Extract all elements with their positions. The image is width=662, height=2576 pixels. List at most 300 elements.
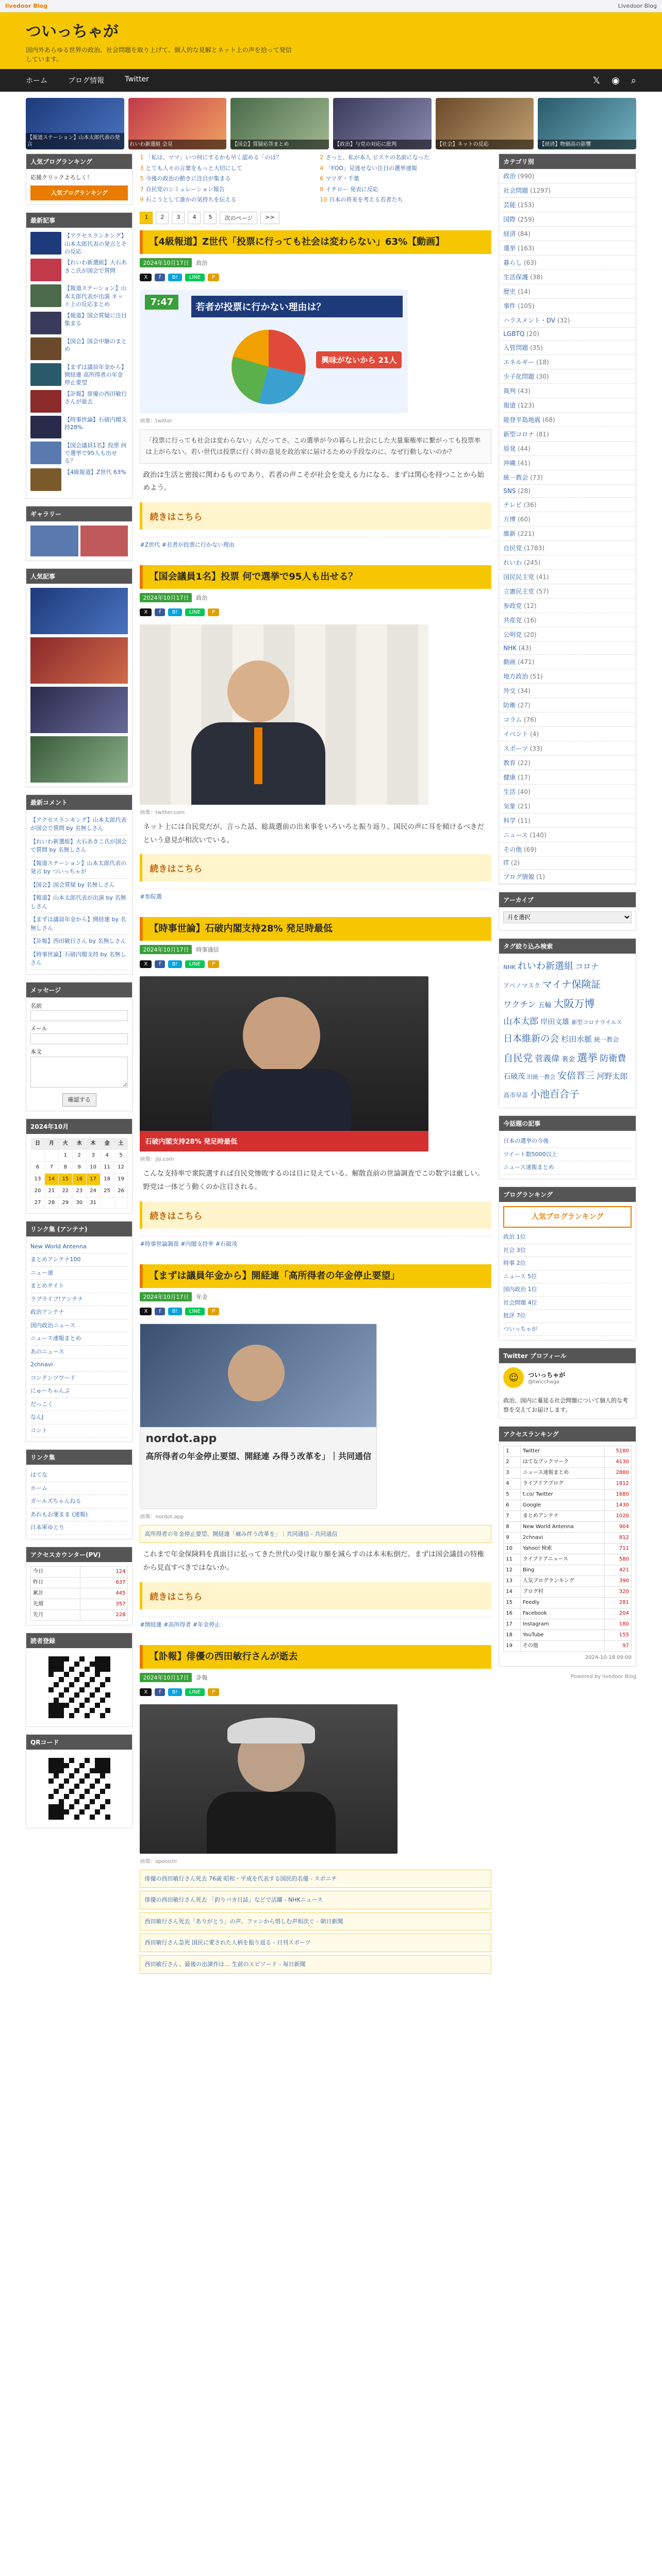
category-item[interactable] xyxy=(499,741,636,756)
category-item[interactable] xyxy=(499,369,636,384)
x-icon[interactable]: 𝕏 xyxy=(592,75,601,86)
category-link[interactable]: 能登半島地震 xyxy=(503,416,543,423)
related-link[interactable]: 西田敏行さん死去「ありがとう」の声、ファンから惜しむ声相次ぐ - 朝日新聞 xyxy=(140,1912,491,1931)
category-item[interactable] xyxy=(499,456,636,470)
category-link[interactable]: 暮らし xyxy=(503,259,524,266)
access-rank-source[interactable]: 人気ブログランキング xyxy=(520,1576,604,1587)
share-x-button[interactable]: X xyxy=(140,1688,152,1696)
tag-link[interactable]: 統一教会 xyxy=(594,1036,619,1043)
latest-article-title[interactable]: 【国会議員1名】投票 何で選挙で95人も出せる？ xyxy=(64,442,127,465)
headline-item[interactable] xyxy=(140,185,311,194)
category-item[interactable] xyxy=(499,485,636,498)
calendar-day[interactable]: 8 xyxy=(58,1161,72,1173)
latest-article-item[interactable] xyxy=(30,363,128,387)
profile-id[interactable]: @twicchaga xyxy=(528,1379,560,1385)
article-category[interactable]: 時事通信 xyxy=(196,946,219,954)
headline-text[interactable]: とても人々の言葉をもっと大切にして xyxy=(145,164,242,172)
access-rank-source[interactable]: Yahoo! 検索 xyxy=(520,1544,604,1554)
tag-link[interactable]: 岸田文雄 xyxy=(540,1018,570,1027)
category-item[interactable] xyxy=(499,427,636,442)
blog-rank-item[interactable]: 社会 3位 xyxy=(503,1244,632,1258)
share-hatena-button[interactable]: B! xyxy=(168,960,182,968)
latest-article-item[interactable] xyxy=(30,232,128,256)
headline-text[interactable]: 「私は、ママ」いつ何にするかも早く認める「のは？ xyxy=(145,154,282,161)
latest-article-title[interactable]: 【報道ステーション】山本太郎代表が出演 ネット上の反応まとめ xyxy=(64,285,127,308)
calendar-day[interactable]: 24 xyxy=(86,1185,100,1197)
page-link[interactable]: 3 xyxy=(172,212,185,224)
share-facebook-button[interactable]: f xyxy=(155,608,165,616)
category-link[interactable]: 沖縄 xyxy=(503,460,518,467)
avatar[interactable]: ☺ xyxy=(503,1367,524,1388)
latest-article-item[interactable] xyxy=(30,468,128,491)
category-link[interactable]: コラム xyxy=(503,716,524,723)
category-link[interactable]: 少子化問題 xyxy=(503,373,537,380)
article-category[interactable]: 政治 xyxy=(196,259,208,266)
share-pocket-button[interactable]: P xyxy=(208,960,219,968)
headline-text[interactable]: 「FOO」見逃せない注目の選挙速報 xyxy=(325,164,418,172)
page-link[interactable]: 5 xyxy=(204,212,217,224)
recent-comment-item[interactable]: 【時事世論】石破内閣支持 by 名無しさん xyxy=(30,948,128,970)
article-category[interactable]: 年金 xyxy=(196,1293,208,1300)
latest-article-title[interactable]: 【国会】国会中継のまとめ xyxy=(64,337,127,352)
recent-comment-item[interactable]: 【れいわ新選組】大石あきこ氏が国会で質問 by 名無しさん xyxy=(30,836,128,857)
access-rank-source[interactable]: New World Antenna xyxy=(520,1522,604,1533)
headline-text[interactable]: マツダ・千葉 xyxy=(325,175,359,182)
tag-link[interactable]: 高市早苗 xyxy=(503,1092,528,1099)
antenna-link[interactable]: ニュース速報まとめ xyxy=(30,1332,128,1346)
access-rank-source[interactable]: Facebook xyxy=(520,1608,604,1619)
access-rank-source[interactable]: ライブドアニュース xyxy=(520,1554,604,1565)
banner-item[interactable] xyxy=(128,98,227,149)
calendar-day[interactable]: 20 xyxy=(31,1185,45,1197)
trending-item[interactable]: 日本の選挙の今後 xyxy=(503,1135,632,1148)
category-link[interactable]: 社会問題 xyxy=(503,187,531,194)
name-input[interactable] xyxy=(30,1010,128,1021)
share-facebook-button[interactable]: f xyxy=(155,1688,165,1696)
article-title[interactable]: 【国会議員1名】投票 何で選挙で95人も出せる？ xyxy=(140,565,491,589)
antenna-link[interactable]: ニュー速 xyxy=(30,1267,128,1280)
category-item[interactable] xyxy=(499,270,636,284)
gallery-thumb[interactable] xyxy=(80,526,128,556)
blog-link[interactable]: はてな xyxy=(30,1469,128,1482)
category-item[interactable] xyxy=(499,857,636,870)
related-link[interactable]: 高所得者の年金停止要望、開経連「痛み伴う改革を」｜共同通信 - 共同通信 xyxy=(140,1525,491,1544)
calendar-day[interactable]: 30 xyxy=(72,1197,86,1209)
category-link[interactable]: れいわ xyxy=(503,559,524,566)
blog-rank-item[interactable]: ついっちゃが xyxy=(503,1323,632,1336)
latest-article-title[interactable]: 【アクセスランキング】山本太郎代表の発言とその反応 xyxy=(64,232,127,255)
category-item[interactable] xyxy=(499,684,636,698)
latest-article-title[interactable]: 【れいわ新選組】大石あきこ氏が国会で質問 xyxy=(64,259,127,274)
tag-link[interactable]: 山本太郎 xyxy=(503,1016,539,1027)
category-link[interactable]: 歴史 xyxy=(503,288,518,295)
category-link[interactable]: 選挙 xyxy=(503,245,518,252)
article-title[interactable]: 【時事世論】石破内閣支持28% 発足時最低 xyxy=(140,917,491,941)
category-link[interactable]: 立憲民主党 xyxy=(503,588,537,595)
antenna-link[interactable]: だっこく xyxy=(30,1398,128,1412)
site-title[interactable]: ついっちゃが xyxy=(26,23,119,41)
latest-article-title[interactable]: 【報道】国会質疑に注目集まる xyxy=(64,312,127,327)
tag-link[interactable]: 新型コロナウイルス xyxy=(571,1019,622,1026)
antenna-link[interactable]: New World Antenna xyxy=(30,1241,128,1254)
related-link[interactable]: 俳優の西田敏行さん死去 「釣りバカ日誌」などで活躍 - NHKニュース xyxy=(140,1891,491,1909)
category-item[interactable] xyxy=(499,241,636,256)
calendar-day[interactable]: 6 xyxy=(31,1161,45,1173)
category-link[interactable]: 生活保護 xyxy=(503,274,531,281)
calendar-day[interactable]: 17 xyxy=(86,1173,100,1185)
headline-item[interactable] xyxy=(320,196,491,205)
access-rank-source[interactable]: Google xyxy=(520,1500,604,1511)
tag-link[interactable]: 防衛費 xyxy=(600,1053,626,1064)
mail-input[interactable] xyxy=(30,1033,128,1044)
latest-article-item[interactable] xyxy=(30,312,128,334)
category-item[interactable] xyxy=(499,470,636,485)
category-link[interactable]: 地方政治 xyxy=(503,673,531,680)
tag-link[interactable]: NHK xyxy=(503,964,516,971)
category-link[interactable]: その他 xyxy=(503,846,524,853)
category-item[interactable] xyxy=(499,770,636,785)
antenna-link[interactable]: コンテンツワード xyxy=(30,1372,128,1385)
access-rank-source[interactable]: まとめアンテナ xyxy=(520,1511,604,1522)
category-link[interactable]: 公明党 xyxy=(503,631,524,638)
article-title[interactable]: 【まずは議員年金から】開経連「高所得者の年金停止要望」 xyxy=(140,1264,491,1288)
category-link[interactable]: 事件 xyxy=(503,302,518,310)
category-link[interactable]: テレビ xyxy=(503,501,524,509)
calendar-day[interactable]: 19 xyxy=(114,1173,128,1185)
category-item[interactable] xyxy=(499,284,636,299)
tag-link[interactable]: アベノマスク xyxy=(503,982,540,990)
related-link[interactable]: 西田敏行さん、最後の出演作は… 生前のエピソード - 毎日新聞 xyxy=(140,1955,491,1974)
recent-comment-item[interactable]: 【訃報】西田敏行さん by 名無しさん xyxy=(30,935,128,948)
article-tags[interactable]: #開経連 #高所得者 #年金停止 xyxy=(140,1617,491,1632)
share-x-button[interactable]: X xyxy=(140,608,152,616)
calendar-day[interactable]: 29 xyxy=(58,1197,72,1209)
category-link[interactable]: イベント xyxy=(503,731,531,738)
category-item[interactable] xyxy=(499,814,636,828)
share-pocket-button[interactable]: P xyxy=(208,1688,219,1696)
category-item[interactable] xyxy=(499,313,636,328)
tag-link[interactable]: 日本維新の会 xyxy=(503,1033,559,1044)
rss-icon[interactable]: ◉ xyxy=(611,75,620,86)
category-item[interactable] xyxy=(499,727,636,741)
share-line-button[interactable]: LINE xyxy=(185,608,205,616)
antenna-link[interactable]: まとめアンテナ100 xyxy=(30,1253,128,1267)
category-link[interactable]: 芸能 xyxy=(503,201,518,209)
blog-link[interactable]: あれもお運まま (速報) xyxy=(30,1509,128,1522)
recent-comment-item[interactable]: 【まずは議員年金から】開経連 by 名無しさん xyxy=(30,913,128,935)
blog-rank-item[interactable]: 国内政治 1位 xyxy=(503,1283,632,1297)
access-rank-source[interactable]: Feedly xyxy=(520,1598,604,1608)
category-link[interactable]: 報道 xyxy=(503,402,518,409)
banner-item[interactable] xyxy=(436,98,534,149)
ranking-banner[interactable]: 人気ブログランキング xyxy=(30,185,128,201)
calendar-day[interactable]: 14 xyxy=(44,1173,58,1185)
body-textarea[interactable] xyxy=(30,1057,128,1088)
article-tags[interactable]: #時事世論調査 #内閣支持率 #石破茂 xyxy=(140,1236,491,1251)
headline-item[interactable] xyxy=(320,154,491,162)
category-link[interactable]: 新型コロナ xyxy=(503,431,537,438)
tag-link[interactable]: 菅義偉 xyxy=(535,1053,560,1063)
page-link[interactable]: 4 xyxy=(188,212,201,224)
category-link[interactable]: ニュース xyxy=(503,832,530,839)
powered-by[interactable]: Powered by livedoor Blog xyxy=(571,1674,636,1680)
access-rank-source[interactable]: ブログ村 xyxy=(520,1587,604,1598)
category-item[interactable] xyxy=(499,527,636,541)
tag-link[interactable]: れいわ新選組 xyxy=(517,961,573,972)
category-link[interactable]: 維新 xyxy=(503,530,518,537)
gallery-thumb[interactable] xyxy=(30,526,78,556)
calendar-day[interactable]: 16 xyxy=(72,1173,86,1185)
tag-link[interactable]: 小池百合子 xyxy=(530,1089,580,1100)
calendar-day[interactable]: 18 xyxy=(100,1173,114,1185)
trending-item[interactable]: ツイート数5000以上 xyxy=(503,1148,632,1162)
headline-item[interactable] xyxy=(140,164,311,173)
category-link[interactable]: エネルギー xyxy=(503,359,537,366)
read-more-link[interactable]: 続きはこちら xyxy=(140,1582,491,1609)
banner-item[interactable] xyxy=(538,98,636,149)
category-item[interactable] xyxy=(499,183,636,198)
article-title[interactable]: 【4級報道】Z世代「投票に行っても社会は変わらない」63%【動画】 xyxy=(140,230,491,254)
calendar-day[interactable]: 9 xyxy=(72,1161,86,1173)
access-rank-source[interactable]: Instagram xyxy=(520,1619,604,1630)
antenna-link[interactable]: 政治アンテナ xyxy=(30,1306,128,1319)
tag-link[interactable]: 旧統一教会 xyxy=(527,1073,556,1080)
tag-link[interactable]: 裏金 xyxy=(561,1055,575,1063)
tag-link[interactable]: 杉田水脈 xyxy=(561,1034,592,1044)
tag-link[interactable]: 選挙 xyxy=(577,1051,598,1064)
calendar-day[interactable]: 4 xyxy=(100,1149,114,1161)
headline-text[interactable]: さっと、私が本人 ビスケの名前になった xyxy=(325,154,429,161)
category-item[interactable] xyxy=(499,256,636,270)
share-line-button[interactable]: LINE xyxy=(185,274,205,281)
banner-item[interactable] xyxy=(230,98,329,149)
latest-article-item[interactable] xyxy=(30,442,128,465)
category-link[interactable]: NHK xyxy=(503,645,519,652)
share-facebook-button[interactable]: f xyxy=(155,1308,165,1315)
next-page-link[interactable]: 次のページ xyxy=(220,212,257,224)
blog-rank-item[interactable]: 政治 1位 xyxy=(503,1231,632,1244)
category-link[interactable]: ハラスメント・DV xyxy=(503,317,557,324)
share-x-button[interactable]: X xyxy=(140,1308,152,1315)
headline-text[interactable]: イチロー 発表に反応 xyxy=(325,185,378,193)
calendar-day[interactable]: 3 xyxy=(86,1149,100,1161)
blog-rank-item[interactable]: 時事 2位 xyxy=(503,1257,632,1270)
popular-thumb[interactable] xyxy=(30,588,128,634)
category-link[interactable]: 国際 xyxy=(503,216,518,223)
category-item[interactable] xyxy=(499,227,636,241)
latest-article-title[interactable]: 【訃報】俳優の西田敏行さんが逝去 xyxy=(64,390,127,405)
category-link[interactable]: 共産党 xyxy=(503,617,524,624)
profile-name[interactable]: ついっちゃが xyxy=(528,1371,566,1379)
category-item[interactable] xyxy=(499,541,636,555)
category-link[interactable]: 万博 xyxy=(503,516,518,523)
share-pocket-button[interactable]: P xyxy=(208,608,219,616)
calendar-day[interactable]: 2 xyxy=(72,1149,86,1161)
share-x-button[interactable]: X xyxy=(140,960,152,968)
search-icon[interactable]: ⌕ xyxy=(631,75,636,86)
popular-thumb[interactable] xyxy=(30,687,128,733)
category-link[interactable]: 外交 xyxy=(503,687,518,694)
headline-item[interactable] xyxy=(320,185,491,194)
tag-link[interactable]: 石破茂 xyxy=(503,1072,525,1081)
antenna-link[interactable]: 2chnavi xyxy=(30,1359,128,1372)
category-item[interactable] xyxy=(499,328,636,341)
calendar-day[interactable]: 10 xyxy=(86,1161,100,1173)
headline-item[interactable] xyxy=(140,196,311,205)
access-rank-source[interactable]: ニュース速報まとめ xyxy=(520,1468,604,1479)
page-link[interactable]: 1 xyxy=(140,212,153,224)
category-item[interactable] xyxy=(499,870,636,884)
article-tags[interactable]: #Z世代 #若者が投票に行かない理由 xyxy=(140,537,491,552)
read-more-link[interactable]: 続きはこちら xyxy=(140,854,491,882)
category-item[interactable] xyxy=(499,613,636,628)
calendar-day[interactable]: 22 xyxy=(58,1185,72,1197)
tag-link[interactable]: 五輪 xyxy=(538,1002,552,1010)
share-x-button[interactable]: X xyxy=(140,274,152,281)
headline-text[interactable]: 石こうとして誰かの気持ちを伝える xyxy=(145,196,237,203)
trending-item[interactable]: ニュース速報まとめ xyxy=(503,1161,632,1175)
headline-item[interactable] xyxy=(140,175,311,183)
category-item[interactable] xyxy=(499,442,636,456)
category-link[interactable]: 国民民主党 xyxy=(503,573,537,581)
nav-home[interactable]: ホーム xyxy=(26,77,47,85)
category-link[interactable]: ブログ情報 xyxy=(503,873,537,880)
recent-comment-item[interactable]: 【アクセスランキング】山本太郎代表が国会で質問 by 名無しさん xyxy=(30,814,128,836)
antenna-link[interactable]: なんJ xyxy=(30,1411,128,1425)
recent-comment-item[interactable]: 【国会】国会質疑 by 名無しさん xyxy=(30,879,128,892)
category-item[interactable] xyxy=(499,212,636,227)
tag-link[interactable]: 安倍晋三 xyxy=(557,1070,595,1081)
category-item[interactable] xyxy=(499,799,636,814)
calendar-day[interactable]: 23 xyxy=(72,1185,86,1197)
share-line-button[interactable]: LINE xyxy=(185,1688,205,1696)
calendar-day[interactable]: 12 xyxy=(114,1161,128,1173)
headline-item[interactable] xyxy=(320,175,491,183)
related-link[interactable]: 俳優の西田敏行さん死去 76歳 昭和・平成を代表する国民的名優 - スポニチ xyxy=(140,1870,491,1888)
category-item[interactable] xyxy=(499,398,636,413)
share-line-button[interactable]: LINE xyxy=(185,960,205,968)
antenna-link[interactable]: にゅーちゃんぷ xyxy=(30,1385,128,1398)
antenna-link[interactable]: まとめサイト xyxy=(30,1280,128,1293)
recent-comment-item[interactable]: 【報道】山本太郎代表が出演 by 名無しさん xyxy=(30,892,128,913)
latest-article-item[interactable] xyxy=(30,259,128,281)
calendar-day[interactable]: 7 xyxy=(44,1161,58,1173)
headline-item[interactable] xyxy=(320,164,491,173)
livedoor-link[interactable]: Livedoor Blog xyxy=(618,3,657,9)
tag-link[interactable]: マイナ保険証 xyxy=(542,979,601,991)
category-item[interactable] xyxy=(499,669,636,684)
antenna-link[interactable]: ラブライブ!アンテナ xyxy=(30,1293,128,1307)
share-pocket-button[interactable]: P xyxy=(208,274,219,281)
latest-article-item[interactable] xyxy=(30,284,128,308)
share-pocket-button[interactable]: P xyxy=(208,1308,219,1315)
share-hatena-button[interactable]: B! xyxy=(168,1308,182,1315)
access-rank-source[interactable]: その他 xyxy=(520,1641,604,1652)
livedoor-logo[interactable]: livedoor Blog xyxy=(5,3,48,9)
category-link[interactable]: 動画 xyxy=(503,658,518,666)
category-item[interactable] xyxy=(499,198,636,212)
last-page-link[interactable]: >> xyxy=(260,212,279,224)
access-rank-source[interactable]: t.co/ Twitter xyxy=(520,1489,604,1500)
category-link[interactable]: 原発 xyxy=(503,445,518,452)
read-more-link[interactable]: 続きはこちら xyxy=(140,1201,491,1229)
share-hatena-button[interactable]: B! xyxy=(168,1688,182,1696)
category-item[interactable] xyxy=(499,299,636,313)
category-link[interactable]: スポーツ xyxy=(503,745,530,752)
calendar-day[interactable]: 13 xyxy=(31,1173,45,1185)
popular-thumb[interactable] xyxy=(30,736,128,783)
access-rank-source[interactable]: Twitter xyxy=(520,1446,604,1457)
category-item[interactable] xyxy=(499,785,636,799)
category-link[interactable]: 防衛 xyxy=(503,702,518,709)
calendar-day[interactable]: 5 xyxy=(114,1149,128,1161)
nav-twitter[interactable]: Twitter xyxy=(125,75,149,83)
antenna-link[interactable]: コント xyxy=(30,1425,128,1438)
calendar-day[interactable]: 11 xyxy=(100,1161,114,1173)
category-link[interactable]: IT xyxy=(503,859,511,867)
category-item[interactable] xyxy=(499,512,636,527)
category-item[interactable] xyxy=(499,355,636,369)
category-item[interactable] xyxy=(499,498,636,512)
category-item[interactable] xyxy=(499,828,636,842)
tag-link[interactable]: 河野太郎 xyxy=(597,1071,628,1081)
share-hatena-button[interactable]: B! xyxy=(168,608,182,616)
share-line-button[interactable]: LINE xyxy=(185,1308,205,1315)
category-link[interactable]: 入管問題 xyxy=(503,344,531,351)
tag-link[interactable]: ワクチン xyxy=(503,999,536,1010)
latest-article-title[interactable]: 【まずは議員年金から】開経連 高所得者の年金停止要望 xyxy=(64,363,127,386)
calendar-day[interactable]: 27 xyxy=(31,1197,45,1209)
popular-thumb[interactable] xyxy=(30,637,128,684)
category-link[interactable]: SNS xyxy=(503,487,518,495)
access-rank-source[interactable]: Bing xyxy=(520,1565,604,1576)
blog-link[interactable]: ガールズちゃんねる xyxy=(30,1495,128,1509)
category-item[interactable] xyxy=(499,756,636,770)
latest-article-item[interactable] xyxy=(30,390,128,413)
calendar-day[interactable]: 28 xyxy=(44,1197,58,1209)
article-tags[interactable]: #参院選 xyxy=(140,889,491,904)
category-link[interactable]: 科学 xyxy=(503,817,518,824)
archive-select[interactable] xyxy=(503,911,632,923)
latest-article-title[interactable]: 【時事世論】石破内閣支持28% xyxy=(64,416,127,431)
calendar-day[interactable]: 26 xyxy=(114,1185,128,1197)
category-item[interactable] xyxy=(499,842,636,857)
blog-rank-item[interactable]: ニュース 5位 xyxy=(503,1270,632,1284)
category-item[interactable] xyxy=(499,413,636,427)
tag-link[interactable]: 大阪万博 xyxy=(553,997,595,1010)
latest-article-item[interactable] xyxy=(30,416,128,438)
category-item[interactable] xyxy=(499,713,636,727)
article-category[interactable]: 政治 xyxy=(196,594,208,601)
send-button[interactable]: 確認する xyxy=(62,1093,96,1107)
headline-item[interactable] xyxy=(140,154,311,162)
access-rank-source[interactable]: 2chnavi xyxy=(520,1533,604,1544)
calendar-day[interactable]: 1 xyxy=(58,1149,72,1161)
calendar-day[interactable]: 21 xyxy=(44,1185,58,1197)
blog-link[interactable]: 日本軍ゆとり xyxy=(30,1521,128,1535)
category-item[interactable] xyxy=(499,555,636,570)
category-item[interactable] xyxy=(499,341,636,355)
blog-rank-item[interactable]: 批評 7位 xyxy=(503,1310,632,1323)
category-link[interactable]: 生活 xyxy=(503,788,518,795)
article-title[interactable]: 【訃報】俳優の西田敏行さんが逝去 xyxy=(140,1645,491,1669)
blog-link[interactable]: ホーム xyxy=(30,1482,128,1496)
calendar-day[interactable]: 15 xyxy=(58,1173,72,1185)
category-link[interactable]: 自民党 xyxy=(503,545,524,552)
page-link[interactable]: 2 xyxy=(156,212,169,224)
category-item[interactable] xyxy=(499,599,636,613)
category-link[interactable]: 裁判 xyxy=(503,387,518,395)
